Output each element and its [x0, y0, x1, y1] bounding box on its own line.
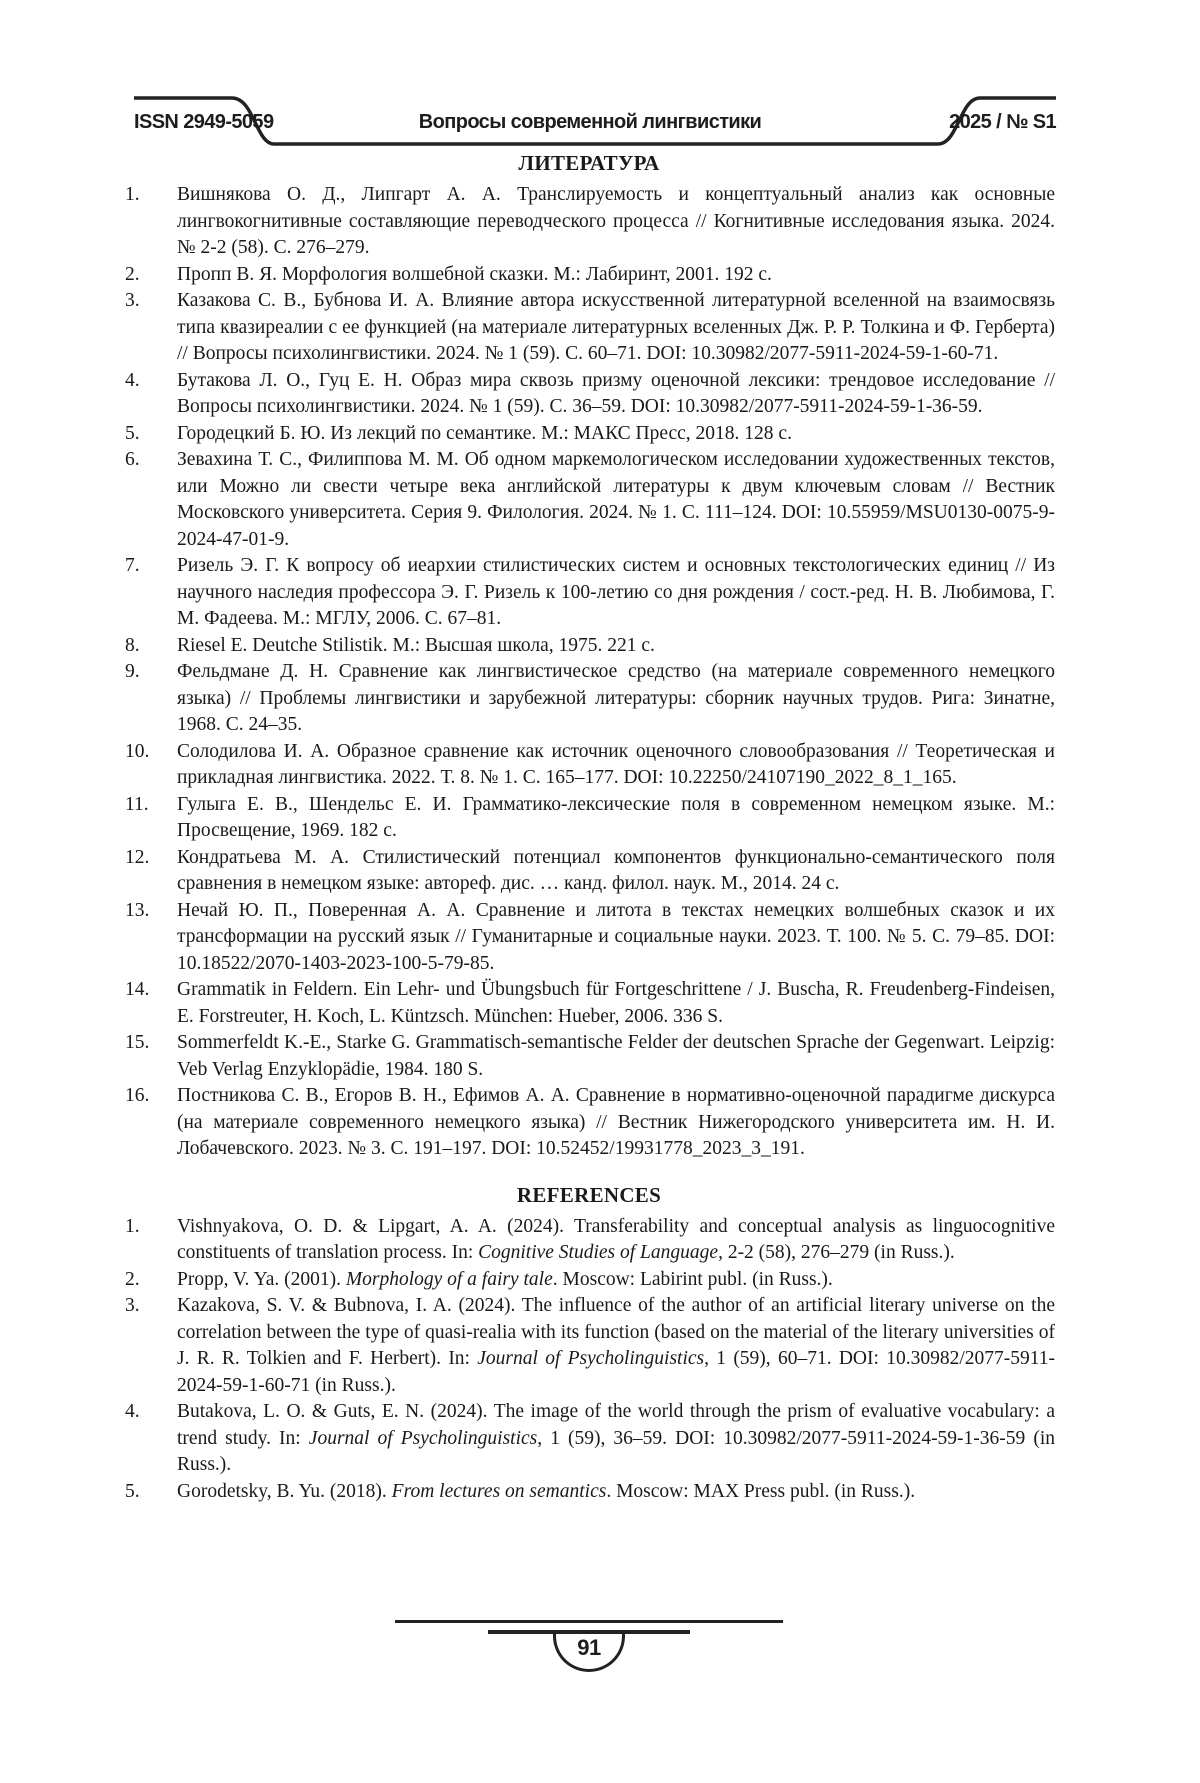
journal-title: Вопросы современной лингвистики: [418, 111, 762, 133]
reference-number: 4.: [125, 1401, 140, 1422]
references-heading: REFERENCES: [516, 1182, 662, 1207]
reference-item: [123, 633, 1055, 660]
reference-number: 5.: [125, 422, 140, 444]
reference-item: [123, 368, 1055, 421]
reference-item: [123, 182, 1055, 262]
reference-item: [123, 845, 1055, 898]
reference-item: [123, 1399, 1055, 1479]
reference-number: 11.: [125, 793, 149, 815]
reference-number: 1.: [125, 1215, 140, 1237]
reference-text: Кондратьева М. А. Стилистический потенциал компонентов функционально-семантического поля сравнения в немецком языке: автореф. дис. … канд. филол. наук. М., 2014. 24 с.: [177, 846, 1055, 894]
reference-text: Постникова С. В., Егоров В. Н., Ефимов А. А. Сравнение в нормативно-оценочной парадигме дискурса (на материале современного немецкого языка) // Вестник Нижегородского университета им. Н. И. Лобачевского. 2023. № 3. С. 191–197. DOI: 10.52452/19931778_2023_3_191.: [177, 1085, 1055, 1159]
page-number-arc: [553, 1633, 625, 1672]
reference-number: 15.: [125, 1032, 150, 1053]
reference-item: [123, 1267, 1055, 1294]
reference-number: 7.: [125, 555, 140, 576]
references-list: [123, 1214, 1055, 1506]
page-body: [0, 150, 1200, 1505]
reference-item: [123, 1083, 1055, 1163]
reference-text: Butakova, L. O. & Guts, E. N. (2024). The image of the world through the prism of evaluative vocabulary: a trend study. In: Journal of Psycholinguistics, 1 (59), 36–59. DOI: 10.30982/2077-5911-2024-59-1-36-59 (in Russ.).: [177, 1401, 1056, 1475]
journal-header: [120, 94, 1060, 152]
reference-text: Gorodetsky, B. Yu. (2018). From lectures on semantics. Moscow: MAX Press publ. (in Russ.).: [177, 1480, 916, 1502]
reference-number: 1.: [125, 184, 140, 205]
reference-item: [123, 977, 1055, 1030]
reference-item: [123, 421, 1055, 448]
reference-item: [123, 288, 1055, 368]
reference-text: Riesel E. Deutche Stilistik. М.: Высшая школа, 1975. 221 с.: [177, 634, 655, 656]
reference-item: [123, 659, 1055, 739]
reference-text: Kazakova, S. V. & Bubnova, I. A. (2024). The influence of the author of an artificial literary universe on the correlation between the type of quasi-realia with its function (based on the material of the literary universities of J. R. R. Tolkien and F. Herbert). In: Journal of Psycholinguistics, 1 (59), 60–71. DOI: 10.30982/2077-5911-2024-59-1-60-71 (in Russ.).: [177, 1295, 1056, 1396]
issue-label: 2025 / № S1: [949, 111, 1056, 133]
reference-text: Propp, V. Ya. (2001). Morphology of a fairy tale. Moscow: Labirint publ. (in Russ.).: [177, 1268, 833, 1290]
reference-item: [123, 553, 1055, 633]
reference-item: [123, 447, 1055, 553]
references-section: [123, 1182, 1055, 1506]
reference-item: [123, 1293, 1055, 1399]
footer-rule-long: [395, 1620, 783, 1623]
reference-text: Фельдмане Д. Н. Сравнение как лингвистическое средство (на материале современного немецкого языка) // Проблемы лингвистики и зарубежной литературы: сборник научных трудов. Рига: Зинатне, 1968. С. 24–35.: [177, 661, 1055, 735]
reference-item: [123, 792, 1055, 845]
reference-text: Пропп В. Я. Морфология волшебной сказки. М.: Лабиринт, 2001. 192 с.: [177, 263, 772, 285]
reference-item: [123, 739, 1055, 792]
page-number: 91: [577, 1635, 601, 1660]
reference-text: Нечай Ю. П., Поверенная А. А. Сравнение и литота в текстах немецких волшебных сказок и их трансформации на русский язык // Гуманитарные и социальные науки. 2023. Т. 100. № 5. С. 79–85. DOI: 10.18522/2070-1403-2023-100-5-79-85.: [177, 899, 1055, 974]
reference-text: Vishnyakova, O. D. & Lipgart, A. A. (2024). Transferability and conceptual analysis as linguocognitive constituents of translation process. In: Cognitive Studies of Language, 2-2 (58), 276–279 (in Russ.).: [177, 1215, 1055, 1263]
reference-text: Grammatik in Feldern. Ein Lehr- und Übungsbuch für Fortgeschrittene / J. Buscha, R. Freudenberg-Findeisen, E. Forstreuter, H. Koch, L. Küntzsch. München: Hueber, 2006. 336 S.: [177, 979, 1055, 1027]
literatura-section: [123, 150, 1055, 1163]
literatura-heading: ЛИТЕРАТУРА: [518, 151, 660, 175]
literatura-list: [123, 182, 1055, 1163]
reference-number: 2.: [125, 1268, 140, 1290]
reference-text: Зевахина Т. С., Филиппова М. М. Об одном маркемологическом исследовании художественных текстов, или Можно ли свести четыре века английской литературы к двум ключевым словам // Вестник Московского университета. Серия 9. Филология. 2024. № 1. С. 111–124. DOI: 10.55959/MSU0130-0075-9-2024-47-01-9.: [177, 449, 1055, 550]
reference-text: Sommerfeldt K.-E., Starke G. Grammatisch-semantische Felder der deutschen Sprache der Gegenwart. Leipzig: Veb Verlag Enzyklopädie, 1984. 180 S.: [177, 1032, 1055, 1080]
reference-number: 10.: [125, 740, 150, 762]
reference-number: 3.: [125, 1295, 140, 1316]
reference-item: [123, 1214, 1055, 1267]
reference-item: [123, 262, 1055, 289]
reference-text: Бутакова Л. О., Гуц Е. Н. Образ мира сквозь призму оценочной лексики: трендовое исследование // Вопросы психолингвистики. 2024. № 1 (59). С. 36–59. DOI: 10.30982/2077-5911-2024-59-1-36-59.: [177, 369, 1055, 417]
reference-number: 6.: [125, 449, 140, 470]
issn-label: ISSN 2949-5059: [134, 111, 274, 133]
reference-item: [123, 898, 1055, 978]
reference-text: Ризель Э. Г. К вопросу об иеархии стилистических систем и основных текстологических единиц // Из научного наследия профессора Э. Г. Ризель к 100-летию со дня рождения / сост.-ред. Н. В. Любимова, Г. М. Фадеева. М.: МГЛУ, 2006. С. 67–81.: [177, 555, 1055, 629]
reference-text: Городецкий Б. Ю. Из лекций по семантике. М.: МАКС Пресс, 2018. 128 с.: [177, 422, 792, 444]
reference-item: [123, 1479, 1055, 1506]
reference-number: 9.: [125, 661, 140, 682]
reference-number: 2.: [125, 263, 140, 285]
reference-number: 8.: [125, 634, 140, 656]
reference-text: Солодилова И. А. Образное сравнение как источник оценочного словообразования // Теоретическая и прикладная лингвистика. 2022. Т. 8. № 1. С. 165–177. DOI: 10.22250/24107190_2022_8_1_165.: [177, 740, 1055, 788]
reference-text: Гулыга Е. В., Шендельс Е. И. Грамматико-лексические поля в современном немецком языке. М.: Просвещение, 1969. 182 с.: [177, 793, 1055, 841]
reference-number: 14.: [125, 979, 150, 1000]
reference-number: 4.: [125, 369, 140, 391]
reference-text: Казакова С. В., Бубнова И. А. Влияние автора искусственной литературной вселенной на взаимосвязь типа квазиреалии с ее функцией (на материале литературных вселенных Дж. Р. Р. Толкина и Ф. Герберта) // Вопросы психолингвистики. 2024. № 1 (59). С. 60–71. DOI: 10.30982/2077-5911-2024-59-1-60-71.: [177, 290, 1055, 364]
reference-number: 12.: [125, 846, 150, 868]
reference-number: 16.: [125, 1085, 150, 1106]
reference-text: Вишнякова О. Д., Липгарт А. А. Транслируемость и концептуальный анализ как основные лингвокогнитивные составляющие переводческого процесса // Когнитивные исследования языка. 2024. № 2-2 (58). С. 276–279.: [177, 184, 1055, 258]
reference-number: 13.: [125, 899, 150, 921]
reference-number: 3.: [125, 290, 140, 311]
page-footer: [123, 1620, 1055, 1672]
reference-item: [123, 1030, 1055, 1083]
reference-number: 5.: [125, 1480, 140, 1502]
